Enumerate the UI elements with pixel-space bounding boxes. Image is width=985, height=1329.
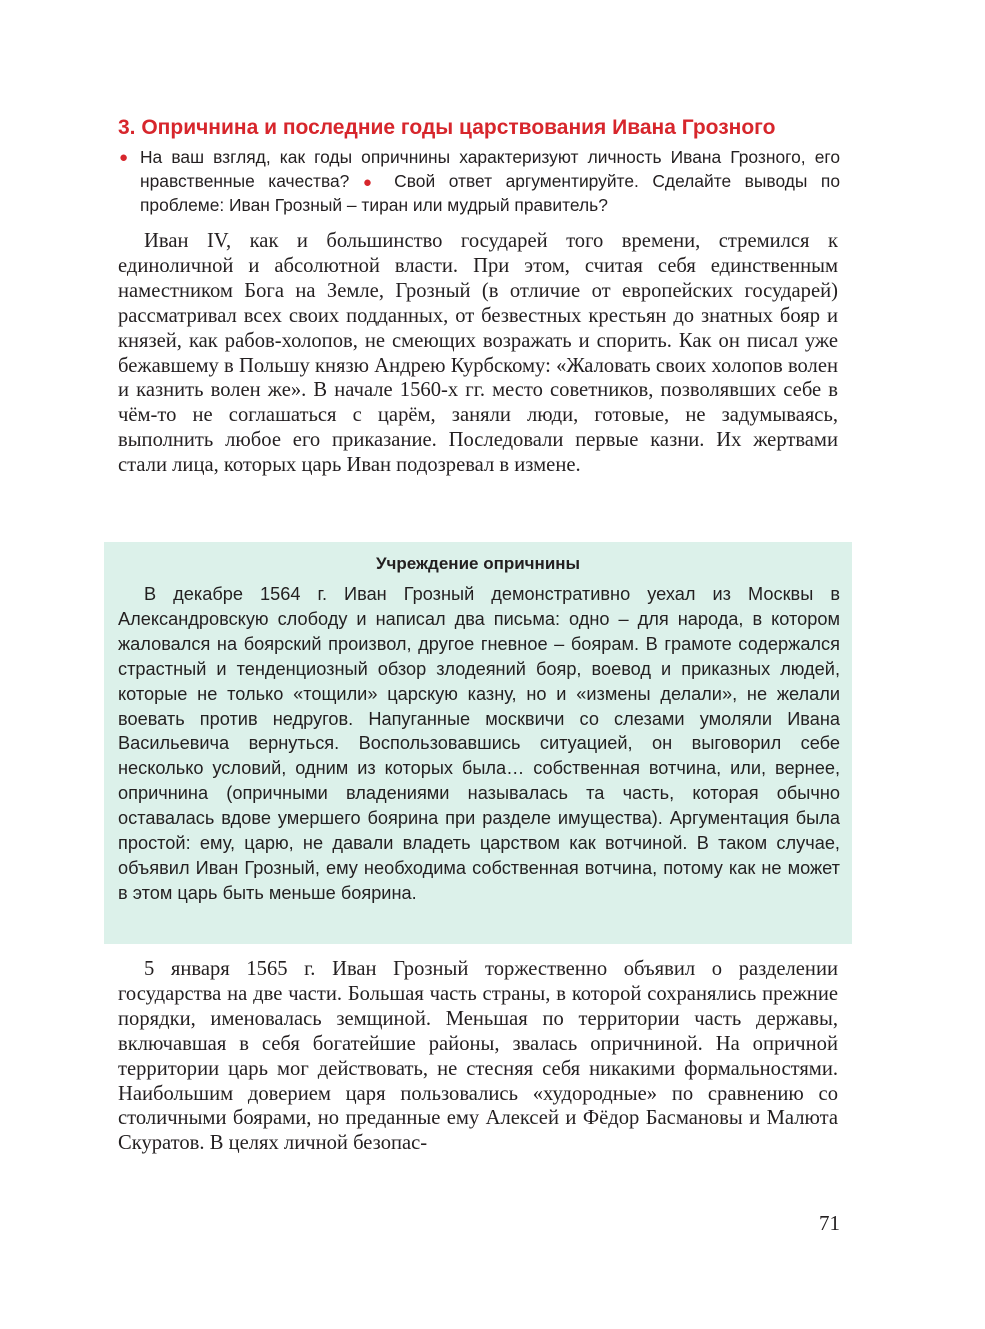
question-text xyxy=(140,146,840,218)
document-box xyxy=(104,542,852,944)
page-number: 71 xyxy=(819,1211,840,1235)
paragraph-1: Иван IV, как и большинство государей того времени, стремился к единоличной и абсолютной власти. При этом, считая себя единственным наместником Бога на Земле, Грозный (в отличие от европейских государей) рассматривал всех своих подданных, от безвестных крестьян до знатных бояр и князей, как рабов-холопов, не смеющих возражать и спорить. Как он писал уже бежавшему в Польшу князю Андрею Курбскому: «Жаловать своих холопов волен и казнить волен же». В начале 1560-х гг. место советников, позволявших себе в чём-то не соглашаться с царём, заняли люди, готовые, не задумываясь, выполнить любое его приказание. Последовали первые казни. Их жертвами стали лица, которых царь Иван подозревал в измене. xyxy=(118,230,838,477)
box-title: Учреждение опричнины xyxy=(375,554,581,573)
box-text: В декабре 1564 г. Иван Грозный демонстративно уехал из Москвы в Александровскую слободу и написал два письма: одно – для народа, в котором жаловался на боярский произвол, другое гневное – боярам. В грамоте содержался страстный и тенденциозный обзор злодеяний бояр, воевод и приказных людей, которые не только «тощили» царскую казну, но и «измены делали», не желали воевать против недругов. Напуганные москвичи со слезами умоляли Ивана Васильевича вернуться. Воспользовавшись ситуацией, он выговорил себе несколько условий, одним из которых была… собственная вотчина, или, вернее, опричнина (опричными владениями называлась та часть, которая обычно оставалась вдове умершего боярина при разделе имущества). Аргументация была простой: ему, царю, не давали владеть царством как вотчиной. В таком случае, объявил Иван Грозный, ему необходима собственная вотчина, потому как не может в этом царь быть меньше боярина. xyxy=(118,584,840,903)
paragraph-2: 5 января 1565 г. Иван Грозный торжественно объявил о разделении государства на две части. Большая часть страны, в которой сохранялись прежние порядки, именовалась земщиной. Меньшая по территории часть державы, включавшая в себя богатейшие районы, звалась опричниной. На опричной территории царь мог действовать, не стесняя себя никакими формальностями. Наибольшим доверием царя пользовались «худородные» по сравнению со столичными боярами, но преданные ему Алексей и Фёдор Басмановы и Малюта Скуратов. В целях личной безопас- xyxy=(118,958,838,1155)
section-title: 3. Опричнина и последние годы царствования Ивана Грозного xyxy=(118,116,776,139)
question-1: На ваш взгляд, как годы опричнины характеризуют личность Ивана Грозного, его нравственные качества? xyxy=(140,147,840,191)
questions-block xyxy=(119,146,840,218)
question-2: Свой ответ аргументируйте. Сделайте выводы по проблеме: Иван Грозный – тиран или мудрый правитель? xyxy=(140,170,840,215)
bullet-icon: ● xyxy=(119,149,129,166)
bullet-icon: ● xyxy=(362,173,381,191)
